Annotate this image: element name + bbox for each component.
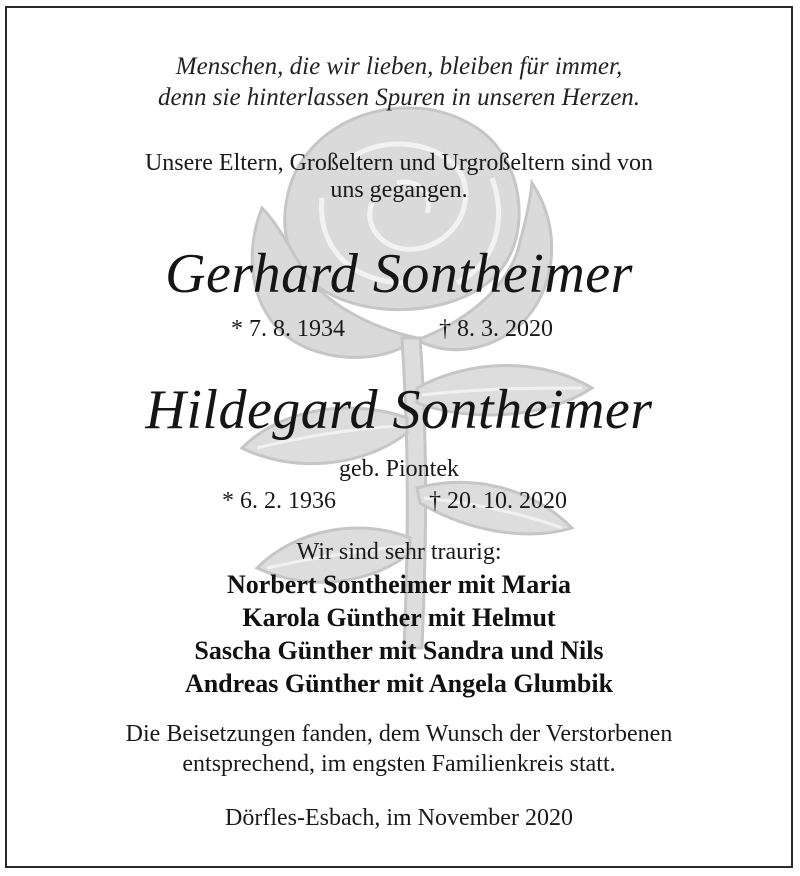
place-date: Dörfles-Esbach, im November 2020 [225, 805, 573, 831]
mourner-3: Sascha Günther mit Sandra und Nils [194, 636, 604, 665]
notice-line-1: Die Beisetzungen fanden, dem Wunsch der Verstorbenen [125, 721, 673, 747]
mourner-1: Norbert Sontheimer mit Maria [227, 570, 571, 599]
mourners-heading: Wir sind sehr traurig: [296, 539, 502, 565]
intro-line-2: uns gegangen. [330, 177, 468, 203]
mourner-2: Karola Günther mit Helmut [242, 603, 556, 632]
birth-date-1: * 7. 8. 1934 [231, 316, 345, 342]
deceased-name-2: Hildegard Sontheimer [145, 379, 653, 441]
obituary-card [5, 6, 793, 868]
motto-line-1: Menschen, die wir lieben, bleiben für immer, [175, 53, 623, 80]
birth-date-2: * 6. 2. 1936 [222, 488, 336, 514]
death-date-1: † 8. 3. 2020 [439, 316, 553, 342]
notice-line-2: entsprechend, im engsten Familienkreis statt. [182, 751, 616, 777]
maiden-name: geb. Piontek [339, 456, 459, 482]
death-date-2: † 20. 10. 2020 [429, 488, 567, 514]
mourner-4: Andreas Günther mit Angela Glumbik [184, 669, 614, 698]
intro-line-1: Unsere Eltern, Großeltern und Urgroßeltern sind von [144, 150, 654, 176]
deceased-name-1: Gerhard Sontheimer [165, 243, 633, 305]
motto-line-2: denn sie hinterlassen Spuren in unseren Herzen. [157, 84, 641, 111]
